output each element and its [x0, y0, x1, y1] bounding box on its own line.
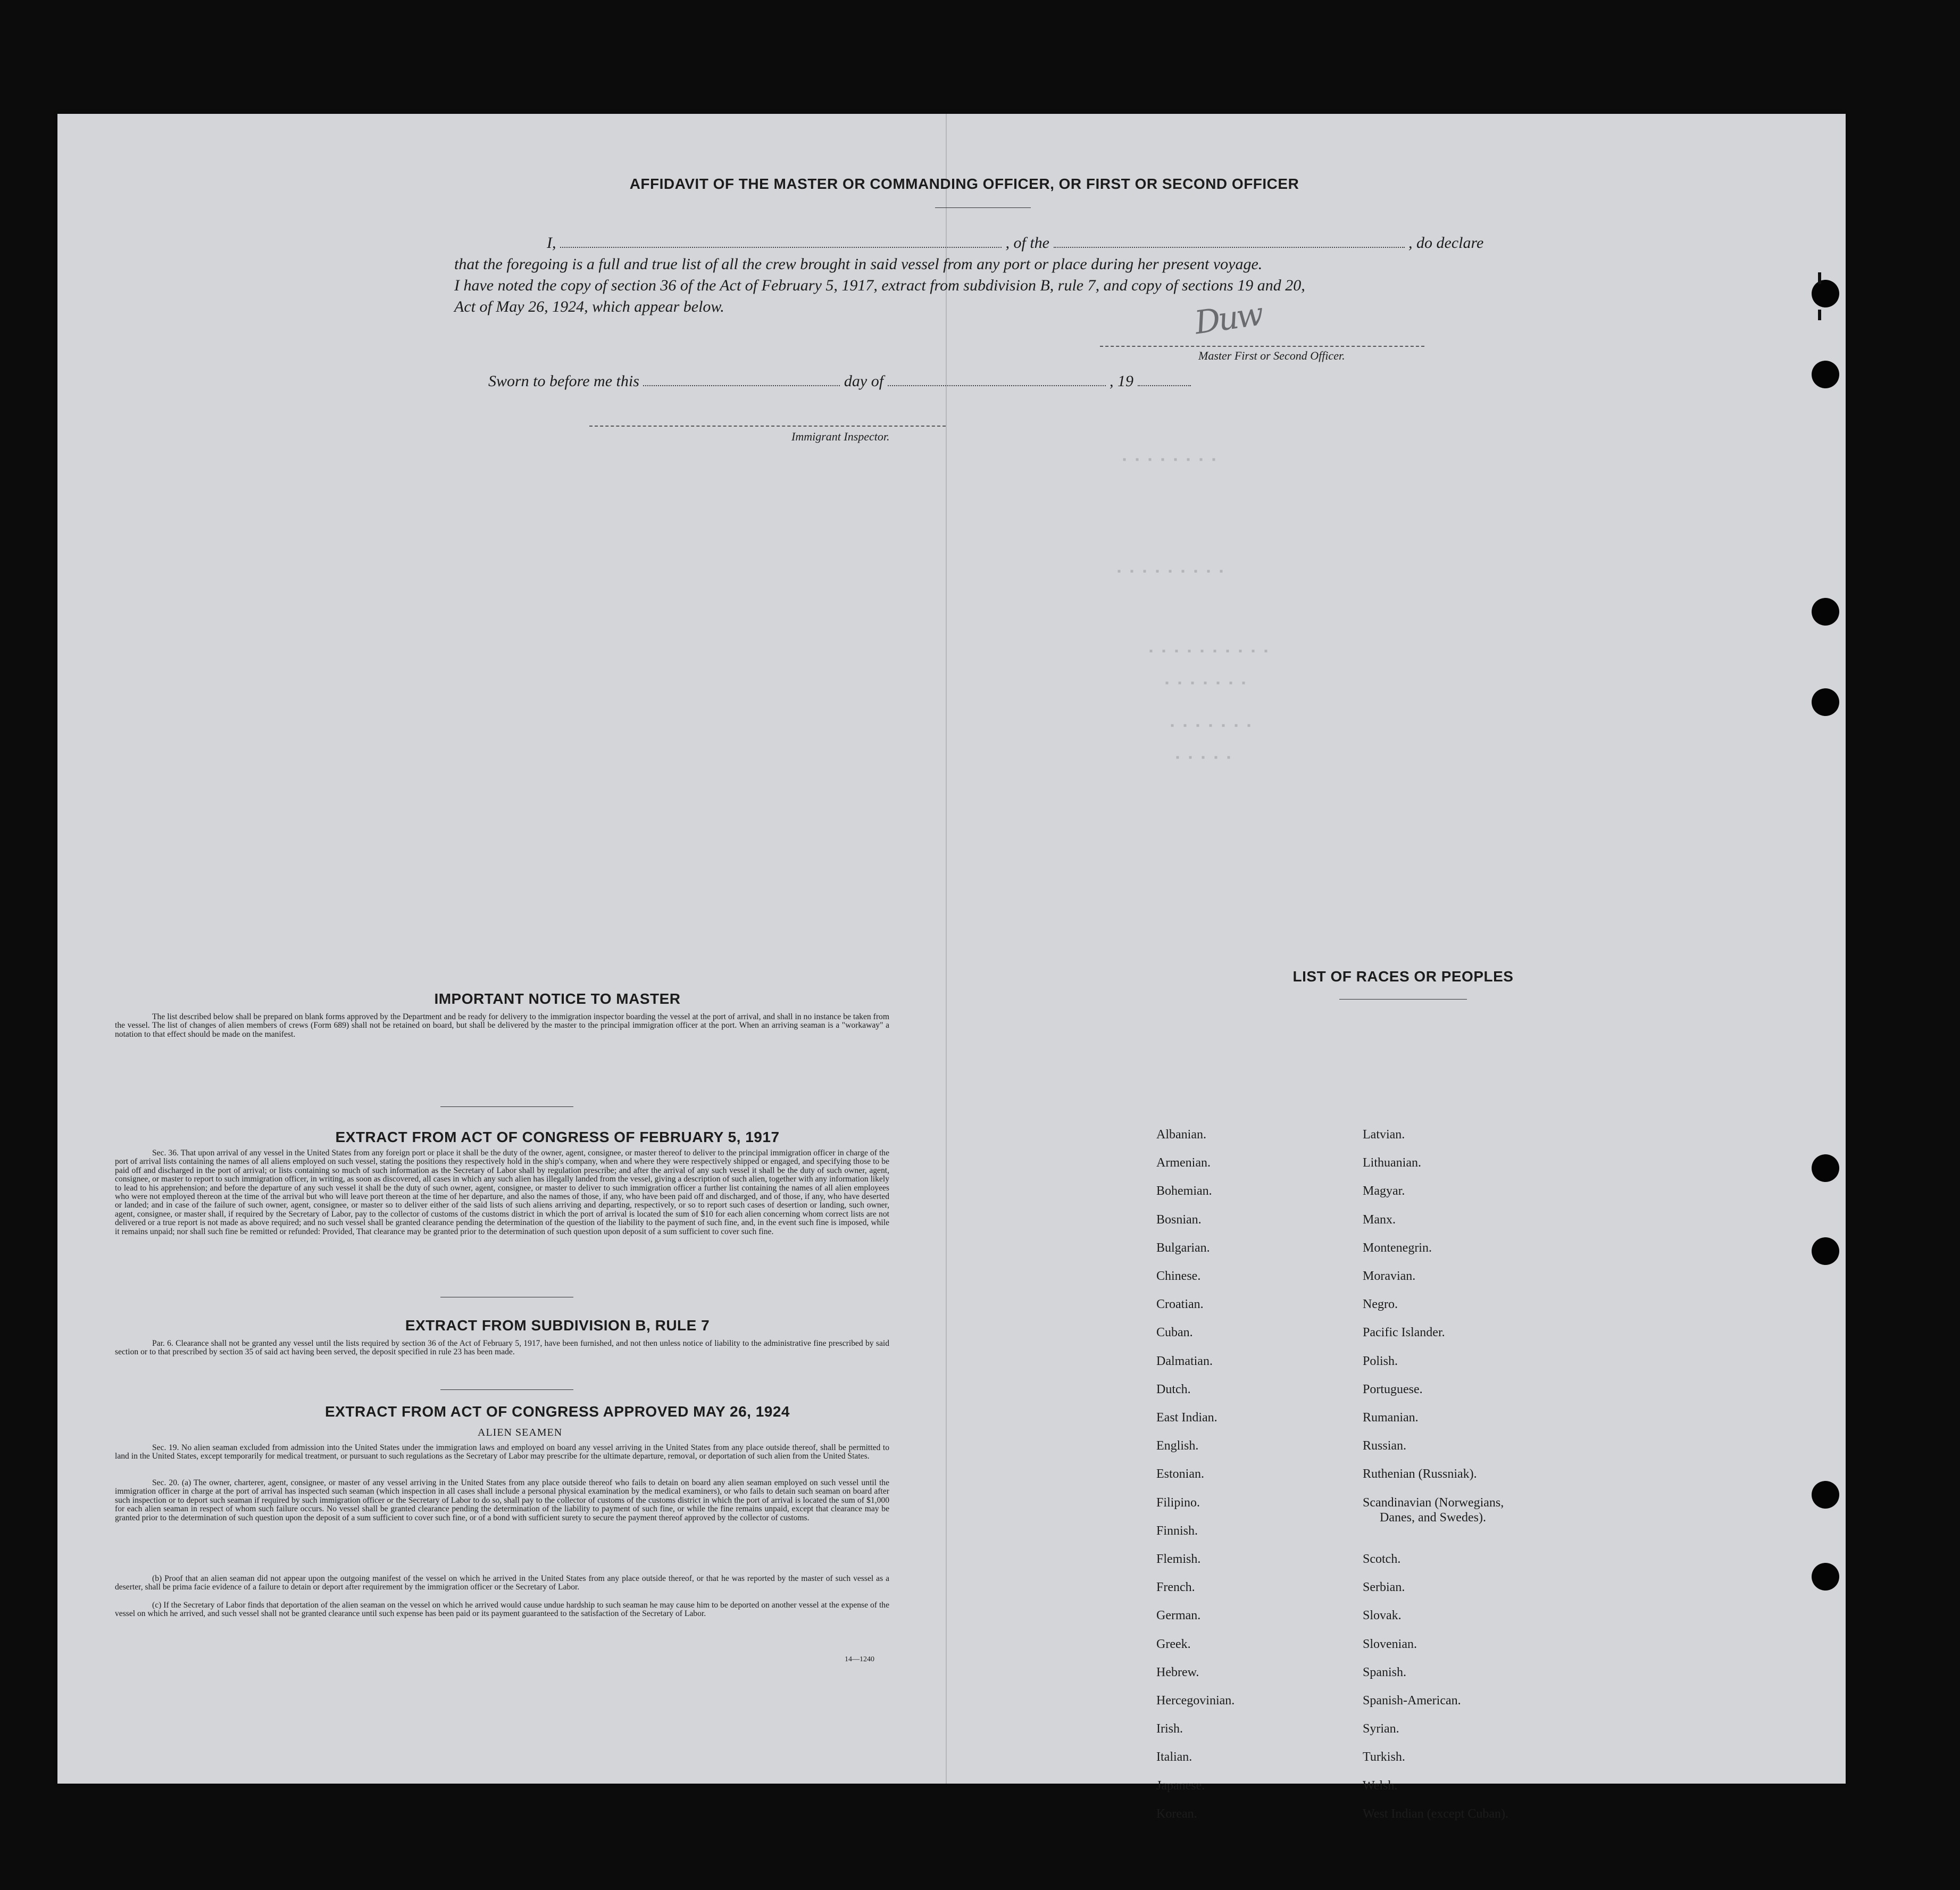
bleed-through-mark: ▪ ▪ ▪ ▪ ▪ ▪ ▪ — [1169, 720, 1253, 732]
race-item: Pacific Islander. — [1363, 1326, 1445, 1340]
race-item: Spanish. — [1363, 1665, 1407, 1679]
race-item: Negro. — [1363, 1297, 1398, 1312]
bleed-through-mark: ▪ ▪ ▪ ▪ ▪ — [1174, 752, 1232, 764]
master-signature-line — [1100, 346, 1424, 347]
bleed-through-mark: ▪ ▪ ▪ ▪ ▪ ▪ ▪ — [1164, 678, 1247, 690]
sec-19-text: Sec. 19. No alien seaman excluded from admission into the United States under the immigration laws and employed on board any vessel arriving in the United States from any place outside thereof, shall be permitted to land in the United States, except temporarily for medical treatment, or pursuant to such regulations as the Secretary of Labor may prescribe for the ultimate departure, removal, or deportation of such alien from the United States. — [115, 1443, 889, 1461]
race-item: English. — [1156, 1439, 1199, 1453]
race-item: Estonian. — [1156, 1467, 1204, 1481]
race-item-continuation: Danes, and Swedes). — [1380, 1510, 1486, 1525]
race-item: Filipino. — [1156, 1495, 1200, 1510]
race-item: Cuban. — [1156, 1326, 1193, 1340]
races-divider — [1339, 999, 1467, 1000]
inspector-caption: Immigrant Inspector. — [791, 430, 890, 443]
race-item: Hebrew. — [1156, 1665, 1199, 1679]
affidavit-title: AFFIDAVIT OF THE MASTER OR COMMANDING OFFICER, OR FIRST OR SECOND OFFICER — [629, 176, 1299, 192]
race-item: German. — [1156, 1609, 1201, 1623]
race-item: Polish. — [1363, 1354, 1398, 1368]
affidavit-text-line-4: Act of May 26, 1924, which appear below. — [454, 298, 724, 315]
sec-20c-text: (c) If the Secretary of Labor finds that deportation of the alien seaman on the vessel on which he arrived would cause undue hardship to such seaman he may cause him to be deported on another vessel at the expense of the vessel on which he arrived, and such vessel shall not be granted clearance until such expense has been paid or its payment guaranteed to the satisfaction of the Secretary of Labor. — [115, 1601, 889, 1619]
inspector-signature-line — [589, 426, 946, 427]
race-item: Italian. — [1156, 1750, 1192, 1764]
race-item: Korean. — [1156, 1806, 1197, 1821]
race-item: Spanish-American. — [1363, 1694, 1461, 1708]
race-item: West Indian (except Cuban). — [1363, 1806, 1508, 1821]
race-item: Finnish. — [1156, 1523, 1198, 1538]
race-item: Ruthenian (Russniak). — [1363, 1467, 1477, 1481]
race-item: Rumanian. — [1363, 1411, 1419, 1425]
form-number: 14—1240 — [845, 1655, 874, 1663]
affidavit-text-line-3: I have noted the copy of section 36 of the Act of February 5, 1917, extract from subdivision B, rule 7, and copy of sections 19 and 20, — [454, 277, 1305, 294]
race-item: Scotch. — [1363, 1552, 1401, 1566]
punch-hole — [1812, 1237, 1839, 1265]
punch-hole — [1812, 1563, 1839, 1591]
extract-rule7-divider — [440, 1389, 573, 1390]
affidavit-declaration-line: I, , of the , do declare — [547, 234, 1484, 252]
bleed-through-mark: ▪ ▪ ▪ ▪ ▪ ▪ ▪ ▪ — [1121, 454, 1217, 467]
bleed-through-mark: ▪ ▪ ▪ ▪ ▪ ▪ ▪ ▪ ▪ ▪ — [1148, 646, 1270, 658]
races-title: LIST OF RACES OR PEOPLES — [1292, 968, 1514, 985]
race-item: Greek. — [1156, 1637, 1191, 1651]
race-item: French. — [1156, 1580, 1195, 1595]
notice-divider — [440, 1106, 573, 1107]
race-item: Hercegovinian. — [1156, 1694, 1235, 1708]
notice-title: IMPORTANT NOTICE TO MASTER — [434, 990, 681, 1007]
race-item: Scandinavian (Norwegians, — [1363, 1495, 1504, 1510]
punch-hole — [1812, 280, 1839, 307]
extract-1917-title: EXTRACT FROM ACT OF CONGRESS OF FEBRUARY 5, 1917 — [335, 1129, 780, 1145]
race-item: Slovak. — [1363, 1609, 1402, 1623]
extract-1924-title: EXTRACT FROM ACT OF CONGRESS APPROVED MAY 26, 1924 — [325, 1403, 790, 1420]
sec-20a-text: Sec. 20. (a) The owner, charterer, agent, consignee, or master of any vessel arriving in the United States from any place outside thereof who fails to detain on board any alien seaman employed on such vessel until the immigration officer in charge at the port of arrival has inspected such seaman (which inspection in all cases shall include a personal physical examination by the medical examiners), or who fails to detain such seaman on board after such inspection or to deport such seaman if required by such immigration officer or the Secretary of Labor to do so, shall pay to the collector of customs of the customs district in which the port of arrival is located the sum of $1,000 for each alien seaman in respect of whom such failure occurs. No vessel shall be granted clearance pending the determination of the liability to payment of such fine, or while the fine remains unpaid, except that clearance may be granted prior to the determination of such question upon the deposit of a sum sufficient to cover such fine, or of a bond with sufficient surety to secure the payment thereof approved by the collector of customs. — [115, 1478, 889, 1522]
race-item: Portuguese. — [1363, 1382, 1423, 1396]
master-signature-caption: Master First or Second Officer. — [1198, 349, 1345, 362]
race-item: Bulgarian. — [1156, 1240, 1210, 1255]
extract-1917-text: Sec. 36. That upon arrival of any vessel in the United States from any foreign port or place it shall be the duty of the owner, agent, consignee, or master thereof to deliver to the principal immigration officer in charge of the port of arrival lists containing the names of all aliens employed on such vessel, stating the positions they respectively hold in the ship's company, when and where they were respectively shipped or engaged, and specifying those to be paid off and discharged in the port of arrival; or lists containing so much of such information as the Secretary of Labor shall by regulation prescribe; and after the arrival of any such vessel it shall be the duty of such owner, agent, consignee, or master to report to such immigration officer, in writing, as soon as discovered, all cases in which any such alien has illegally landed from the vessel, giving a description of such alien, together with any information likely to lead to his apprehension; and before the departure of any such vessel it shall be the duty of such owner, agent, consignee, or master to deliver to such immigration officer a further list containing the names of all alien employees who were not employed thereon at the time of the arrival but who will leave port thereon at the time of her departure, and also the names of those, if any, who have been paid off and discharged, and of those, if any, who have deserted or landed; and in case of the failure of such owner, agent, consignee, or master so to deliver either of the said lists of such aliens arriving and departing, respectively, or so to report such cases of desertion or landing, such owner, agent, consignee, or master shall, if required by the Secretary of Labor, pay to the collector of customs of the customs district in which the port of arrival is located the sum of $10 for each alien concerning whom correct lists are not delivered or a true report is not made as above required; and no such vessel shall be granted clearance pending the determination of the question of the liability to the payment of such fine, and, in the event such fine is imposed, while it remains unpaid; nor shall such fine be remitted or refunded: Provided, That clearance may be granted prior to the determination of such question upon deposit of a sum sufficient to cover such fine. — [115, 1148, 889, 1236]
center-fold — [946, 114, 947, 1784]
race-item: Armenian. — [1156, 1156, 1211, 1170]
affidavit-text-line-2: that the foregoing is a full and true list of all the crew brought in said vessel from any port or place during her present voyage. — [454, 255, 1263, 273]
punch-hole — [1812, 1154, 1839, 1182]
edge-mark — [1818, 272, 1821, 284]
race-item: Bohemian. — [1156, 1184, 1212, 1198]
race-item: Croatian. — [1156, 1297, 1204, 1312]
race-item: Serbian. — [1363, 1580, 1405, 1595]
punch-hole — [1812, 598, 1839, 626]
race-item: Chinese. — [1156, 1269, 1201, 1283]
extract-rule7-title: EXTRACT FROM SUBDIVISION B, RULE 7 — [405, 1317, 710, 1334]
race-item: Albanian. — [1156, 1128, 1206, 1142]
race-item: Turkish. — [1363, 1750, 1405, 1764]
notice-text: The list described below shall be prepared on blank forms approved by the Department and be ready for delivery to the immigration inspector boarding the vessel at the port of arrival, and shall in no instance be taken from the vessel. The list of changes of alien members of crews (Form 689) shall not be retained on board, but shall be delivered by the master to the principal immigration officer at the port. When an arriving seaman is a "workaway" a notation to that effect should be made on the manifest. — [115, 1012, 889, 1039]
race-item: Montenegrin. — [1363, 1240, 1432, 1255]
race-item: Lithuanian. — [1363, 1156, 1421, 1170]
handwritten-signature: Duw — [1192, 295, 1264, 342]
alien-seamen-subtitle: ALIEN SEAMEN — [478, 1427, 563, 1438]
race-item: Japanese. — [1156, 1778, 1205, 1793]
bleed-through-mark: ▪ ▪ ▪ ▪ ▪ ▪ ▪ ▪ ▪ — [1116, 566, 1225, 578]
sworn-line: Sworn to before me this day of , 19 — [488, 372, 1191, 390]
race-item: Irish. — [1156, 1722, 1183, 1736]
race-item: Slovenian. — [1363, 1637, 1417, 1651]
punch-hole — [1812, 688, 1839, 716]
race-item: Flemish. — [1156, 1552, 1201, 1566]
race-item: Dalmatian. — [1156, 1354, 1213, 1368]
race-item: Manx. — [1363, 1212, 1396, 1227]
sec-20b-text: (b) Proof that an alien seaman did not appear upon the outgoing manifest of the vessel on which he arrived in the United States from any place outside thereof, or that he was reported by the master of such vessel as a deserter, shall be prima facie evidence of a failure to detain or deport after requirement by the immigration officer or the Secretary of Labor. — [115, 1574, 889, 1592]
edge-mark — [1818, 310, 1821, 320]
race-item: Russian. — [1363, 1439, 1407, 1453]
race-item: Bosnian. — [1156, 1212, 1202, 1227]
extract-rule7-text: Par. 6. Clearance shall not be granted any vessel until the lists required by section 36 of the Act of February 5, 1917, have been furnished, and not then unless notice of liability to the administrative fine prescribed by said section or to that prescribed by section 35 of said act having been served, the deposit specified in rule 23 has been made. — [115, 1339, 889, 1357]
race-item: Dutch. — [1156, 1382, 1191, 1396]
race-item: Syrian. — [1363, 1722, 1399, 1736]
race-item: East Indian. — [1156, 1411, 1217, 1425]
document-sheet — [57, 114, 1846, 1821]
race-item: Welsh. — [1363, 1778, 1398, 1793]
punch-hole — [1812, 361, 1839, 388]
punch-hole — [1812, 1481, 1839, 1509]
race-item: Latvian. — [1363, 1128, 1405, 1142]
affidavit-divider — [935, 207, 1031, 208]
race-item: Moravian. — [1363, 1269, 1416, 1283]
race-item: Magyar. — [1363, 1184, 1405, 1198]
